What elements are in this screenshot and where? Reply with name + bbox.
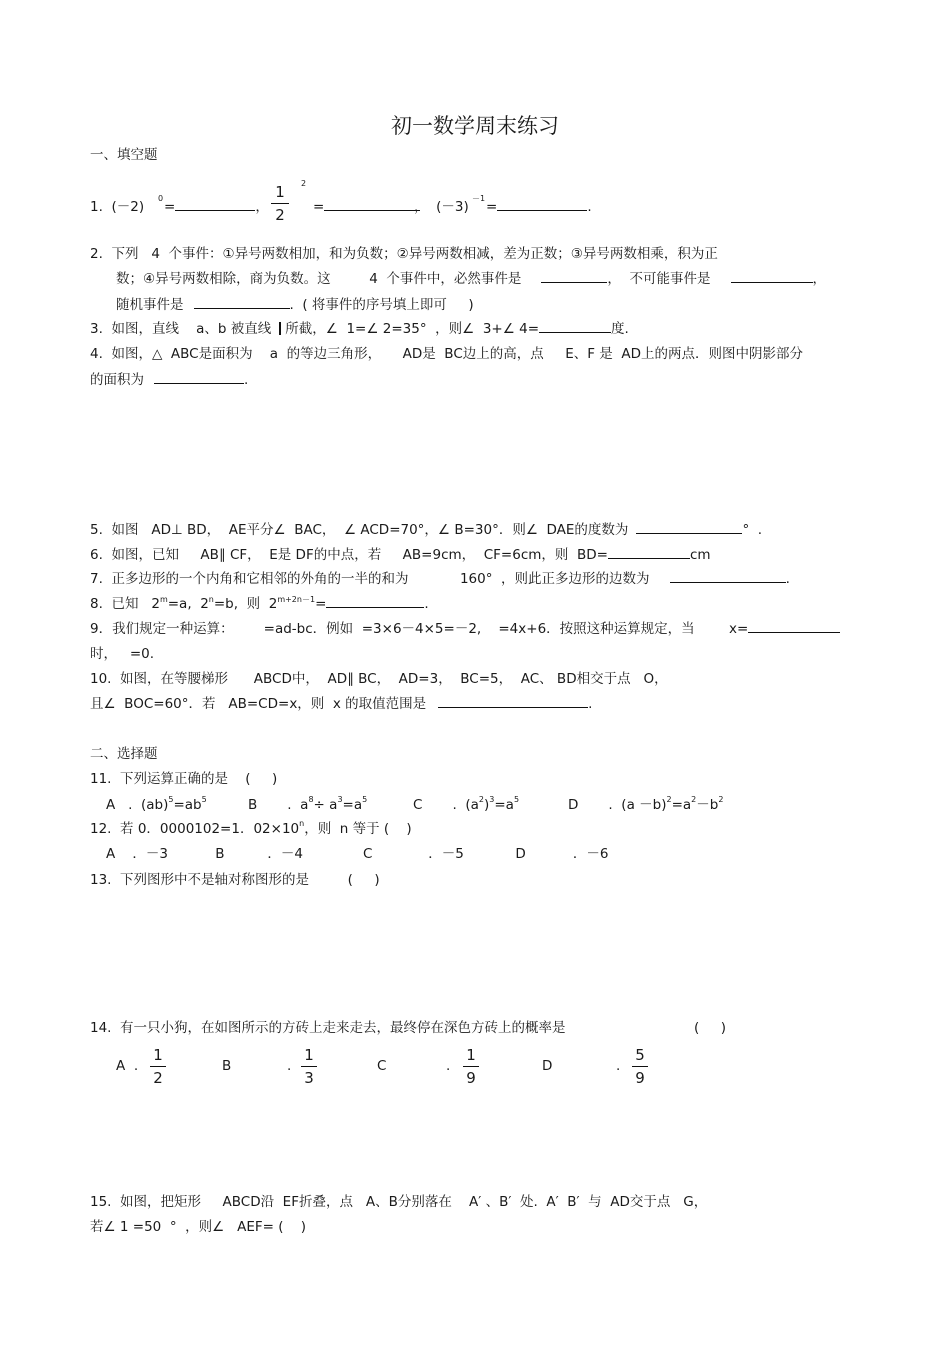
q2-line-1: 2. 下列 4 个事件：①异号两数相加，和为负数；②异号两数相减，差为正数；③异号两数相乘，积为正 xyxy=(90,246,718,262)
q1-c-answer: = . xyxy=(486,199,592,215)
q9-blank[interactable] xyxy=(748,620,840,633)
q14-answer-paren: ( ) xyxy=(694,1020,726,1036)
q1-part-a: 1. (－2) xyxy=(90,199,145,215)
q14-stem: 14. 有一只小狗，在如图所示的方砖上走来走去，最终停在深色方砖上的概率是 xyxy=(90,1020,566,1036)
q2-line-3: 随机事件是 . ( 将事件的序号填上即可 ) xyxy=(116,297,474,313)
q2-random-blank[interactable] xyxy=(194,296,290,309)
q7-line: 7. 正多边形的一个内角和它相邻的外角的一半的和为 160° ，则此正多边形的边数为 . xyxy=(90,571,790,587)
q11-option-d[interactable]: D . $(a -b)^2=a^2-b^2$ xyxy=(568,795,724,813)
q11-option-b[interactable]: B . $a^8\div a^3=a^5$ xyxy=(248,795,368,813)
q2-impossible-blank[interactable] xyxy=(731,270,813,283)
q11-option-c[interactable]: C . $(a^2)^3=a^5$ xyxy=(413,795,520,813)
q10-blank[interactable] xyxy=(438,695,588,708)
q1-b-blank[interactable] xyxy=(324,198,420,211)
q6-line: 6. 如图，已知 AB∥ CF， E是 DF的中点，若 AB=9cm， CF=6cm，则 BD= cm xyxy=(90,547,711,563)
q1-b-exponent: 2 xyxy=(301,179,307,188)
q2-line-2: 数；④异号两数相除，商为负数。这 4 个事件中，必然事件是 ， 不可能事件是 ， xyxy=(116,271,826,287)
section-fill-heading: 一、填空题 xyxy=(90,147,158,163)
q1-c-exponent: －1 xyxy=(472,194,486,203)
q14-option-d-dot: . xyxy=(616,1058,621,1074)
q1-b-answer: = xyxy=(313,198,420,216)
q11-option-a[interactable]: A . $(ab)^5=ab^5$ xyxy=(106,795,207,813)
q5-line: 5. 如图 AD⊥ BD， AE平分∠ BAC， ∠ ACD=70°，∠ B=30°．则∠ DAE的度数为 ° . xyxy=(90,522,763,538)
q8-line: 8. 已知 $2^m=a$, $2^n=b$, 则 $2^{m+2n-1}=$ . xyxy=(90,595,429,612)
q3-line: 3. 如图，直线 a、b 被直线 所截，∠ 1=∠ 2=35° ，则∠ 3+∠ 4= 度. xyxy=(90,321,629,337)
q15-line-2: 若∠ 1 =50 ° ，则∠ AEF= ( ) xyxy=(90,1219,306,1235)
q14-option-a-fraction[interactable]: 1 2 xyxy=(150,1046,166,1087)
q1-fraction-half: 1 2 xyxy=(271,183,289,224)
q14-option-b-label[interactable]: B xyxy=(222,1058,232,1074)
q11-stem: 11. 下列运算正确的是 ( ) xyxy=(90,771,278,787)
q6-blank[interactable] xyxy=(608,546,690,559)
q3-blank[interactable] xyxy=(539,320,611,333)
q4-line-1: 4. 如图，△ ABC是面积为 a 的等边三角形， AD是 BC边上的高，点 E、F 是 AD上的两点．则图中阴影部分 xyxy=(90,346,804,362)
q12-options[interactable]: A ．－3 B ．－4 C ．－5 D ．－6 xyxy=(106,846,609,862)
section-choice-heading: 二、选择题 xyxy=(90,746,158,762)
q14-option-b-dot: . xyxy=(287,1058,292,1074)
q14-option-d-label[interactable]: D xyxy=(542,1058,553,1074)
q10-line-2: 且∠ BOC=60°．若 AB=CD=x，则 x 的取值范围是 . xyxy=(90,696,593,712)
q14-option-c-label[interactable]: C xyxy=(377,1058,387,1074)
q1-c-blank[interactable] xyxy=(497,198,587,211)
q9-line-1: 9．我们规定一种运算： =ad-bc．例如 =3×6－4×5=－2, =4x+6．按照这种运算规定，当 x= xyxy=(90,620,840,638)
q4-blank[interactable] xyxy=(154,371,244,384)
q14-option-b-fraction[interactable]: 1 3 xyxy=(301,1046,317,1087)
q14-option-d-fraction[interactable]: 5 9 xyxy=(632,1046,648,1087)
q14-option-a-label[interactable]: A . xyxy=(116,1058,139,1074)
q8-blank[interactable] xyxy=(326,595,424,608)
q5-blank[interactable] xyxy=(636,521,742,534)
q1-a-blank[interactable] xyxy=(175,198,255,211)
q14-option-c-fraction[interactable]: 1 9 xyxy=(463,1046,479,1087)
q1-a-exponent: 0 xyxy=(158,194,164,203)
q12-stem: 12. 若 0．0000102=1．$02\times 10^n$，则 n 等于 ( ) xyxy=(90,819,412,837)
q9-line-2: 时， =0. xyxy=(90,646,155,662)
q10-line-1: 10. 如图，在等腰梯形 ABCD中， AD∥ BC， AD=3， BC=5， AC、 BD相交于点 O， xyxy=(90,671,668,687)
q13-stem: 13. 下列图形中不是轴对称图形的是 ( ) xyxy=(90,872,380,888)
q2-certain-blank[interactable] xyxy=(541,270,607,283)
q15-line-1: 15. 如图，把矩形 ABCD沿 EF折叠，点 A、B分别落在 A′ 、B′ 处. A′ B′ 与 AD交于点 G， xyxy=(90,1194,708,1210)
line-l-symbol xyxy=(279,322,281,335)
page-title: 初一数学周末练习 xyxy=(391,114,559,138)
q1-a-answer: = ， xyxy=(164,199,269,215)
q7-blank[interactable] xyxy=(670,570,786,583)
q14-option-c-dot: . xyxy=(446,1058,451,1074)
q4-line-2: 的面积为 . xyxy=(90,372,249,388)
q1-part-c: ， (－3) xyxy=(414,199,469,215)
